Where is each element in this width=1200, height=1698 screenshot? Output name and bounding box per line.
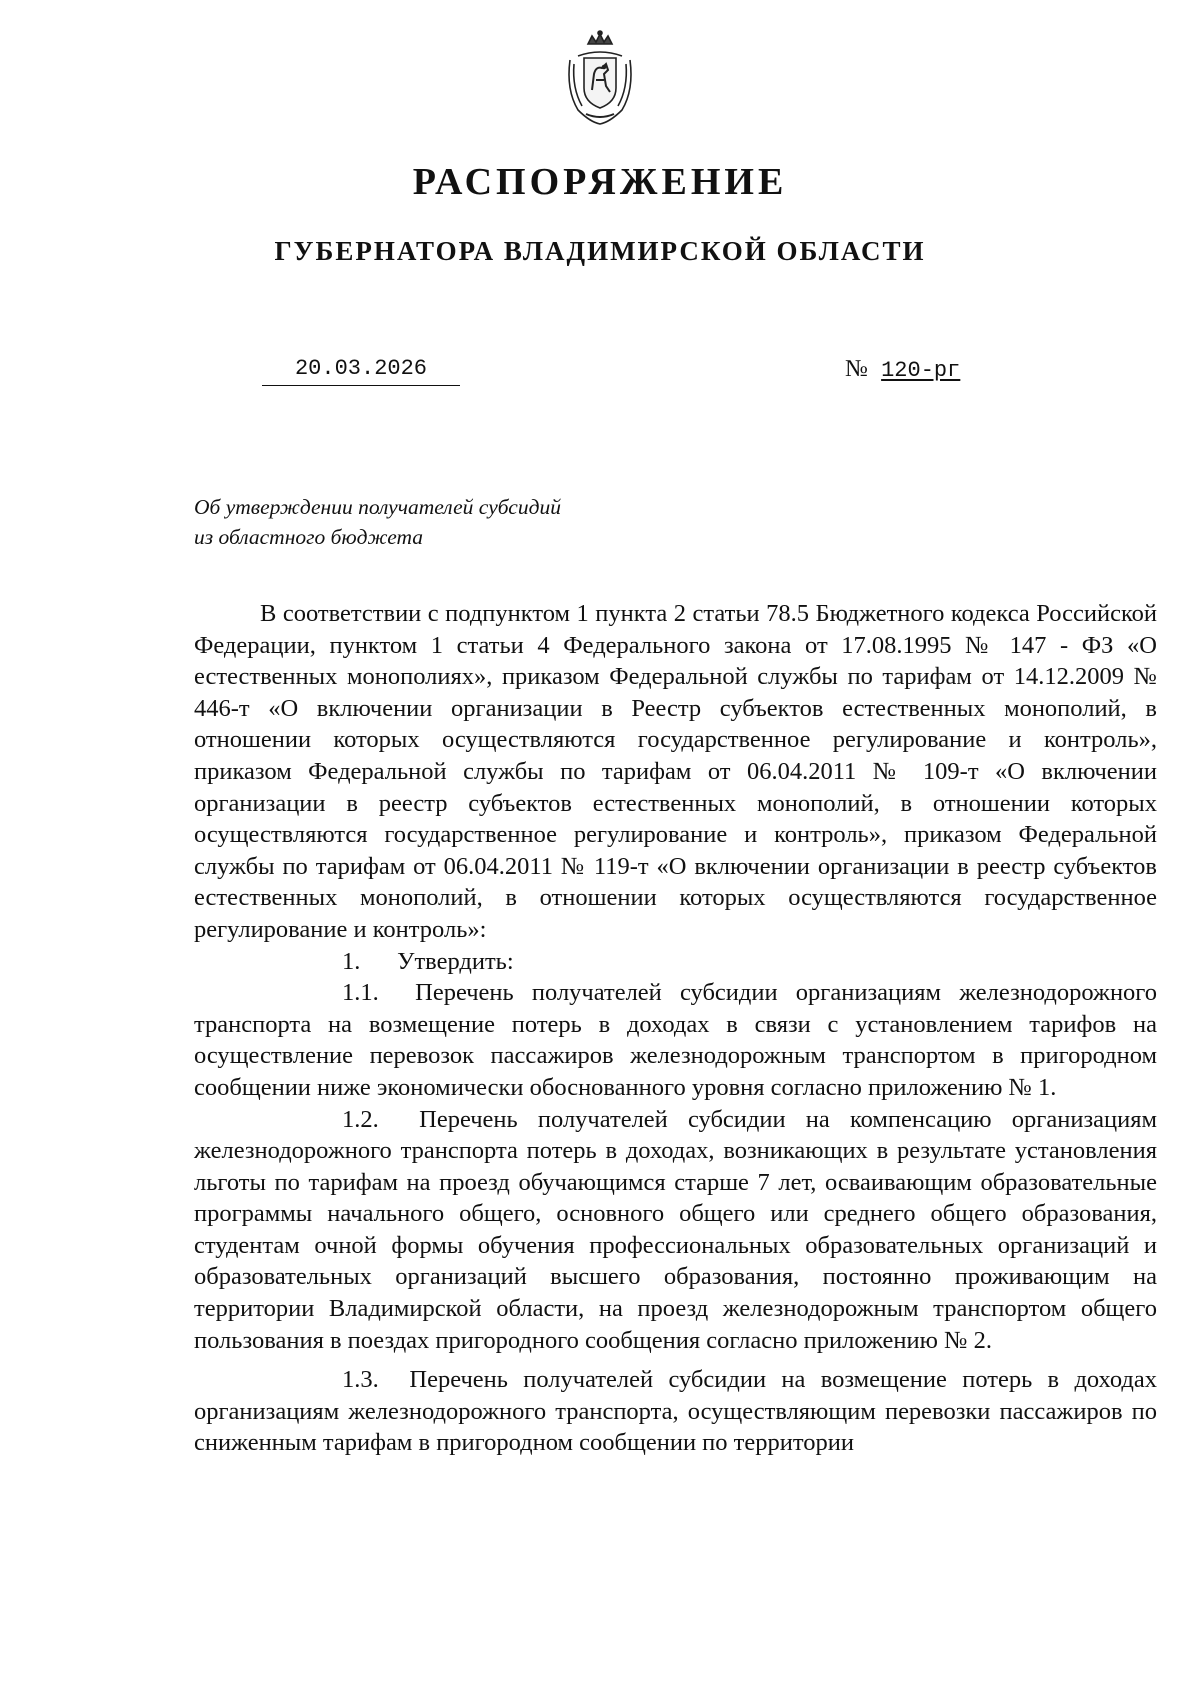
- preamble-paragraph: В соответствии с подпунктом 1 пункта 2 статьи 78.5 Бюджетного кодекса Российской Федерации, пунктом 1 статьи 4 Федерального закона от 17.08.1995 № 147 - ФЗ «О естественных монополиях», приказом Федеральной службы по тарифам от 14.12.2009 № 446-т «О включении организации в Реестр субъектов естественных монополий, в отношении которых осуществляются государственное регулирование и контроль», приказом Федеральной службы по тарифам от 06.04.2011 № 109-т «О включении организации в реестр субъектов естественных монополий, в отношении которых осуществляются государственное регулирование и контроль», приказом Федеральной службы по тарифам от 06.04.2011 № 119-т «О включении организации в реестр субъектов естественных монополий, в отношении которых осуществляются государственное регулирование и контроль»:: [194, 600, 1157, 943]
- document-title: РАСПОРЯЖЕНИЕ: [412, 161, 788, 203]
- number-sign: №: [845, 356, 868, 382]
- item-1-2: [194, 1104, 1157, 1357]
- number-value: 120-рг: [881, 358, 961, 383]
- item-1-1: [194, 977, 1157, 1103]
- item-1-1-text: Перечень получателей субсидии организациям железнодорожного транспорта на возмещение потерь в доходах в связи с установлением тарифов на осуществление перевозок пассажиров железнодорожным транспортом в пригородном сообщении ниже экономически обоснованного уровня согласно приложению № 1.: [194, 979, 1157, 1101]
- item-1-3-label: 1.3.: [342, 1366, 379, 1394]
- item-1-2-text: Перечень получателей субсидии на компенсацию организациям железнодорожного транспорта потерь в доходах, возникающих в результате установления льготы по тарифам на проезд обучающимся старше 7 лет, осваивающим образовательные программы начального общего, основного общего или среднего общего образования, студентам очной формы обучения профессиональных образовательных организаций и образовательных организаций высшего образования, постоянно проживающим на территории Владимирской области, на проезд железнодорожным транспортом общего пользования в поездах пригородного сообщения согласно приложению № 2.: [194, 1105, 1157, 1354]
- item-1-3: [194, 1364, 1157, 1459]
- item-1-text: Утвердить:: [397, 947, 514, 975]
- item-1-2-label: 1.2.: [342, 1105, 379, 1133]
- document-date: 20.03.2026: [262, 355, 460, 386]
- document-number: [845, 355, 960, 385]
- item-1-3-text: Перечень получателей субсидии на возмещение потерь в доходах организациям железнодорожного транспорта, осуществляющим перевозки пассажиров по сниженным тарифам в пригородном сообщении по территории: [194, 1366, 1157, 1457]
- document-body: [194, 598, 1157, 1459]
- issuer-subtitle: ГУБЕРНАТОРА ВЛАДИМИРСКОЙ ОБЛАСТИ: [274, 236, 926, 266]
- document-subject: [194, 492, 561, 552]
- coat-of-arms-emblem: [560, 30, 640, 126]
- item-1: [194, 946, 1157, 978]
- subject-line-1: Об утверждении получателей субсидий: [194, 495, 561, 519]
- item-1-1-label: 1.1.: [342, 979, 379, 1007]
- subject-line-2: из областного бюджета: [194, 525, 424, 549]
- item-1-label: 1.: [342, 947, 361, 975]
